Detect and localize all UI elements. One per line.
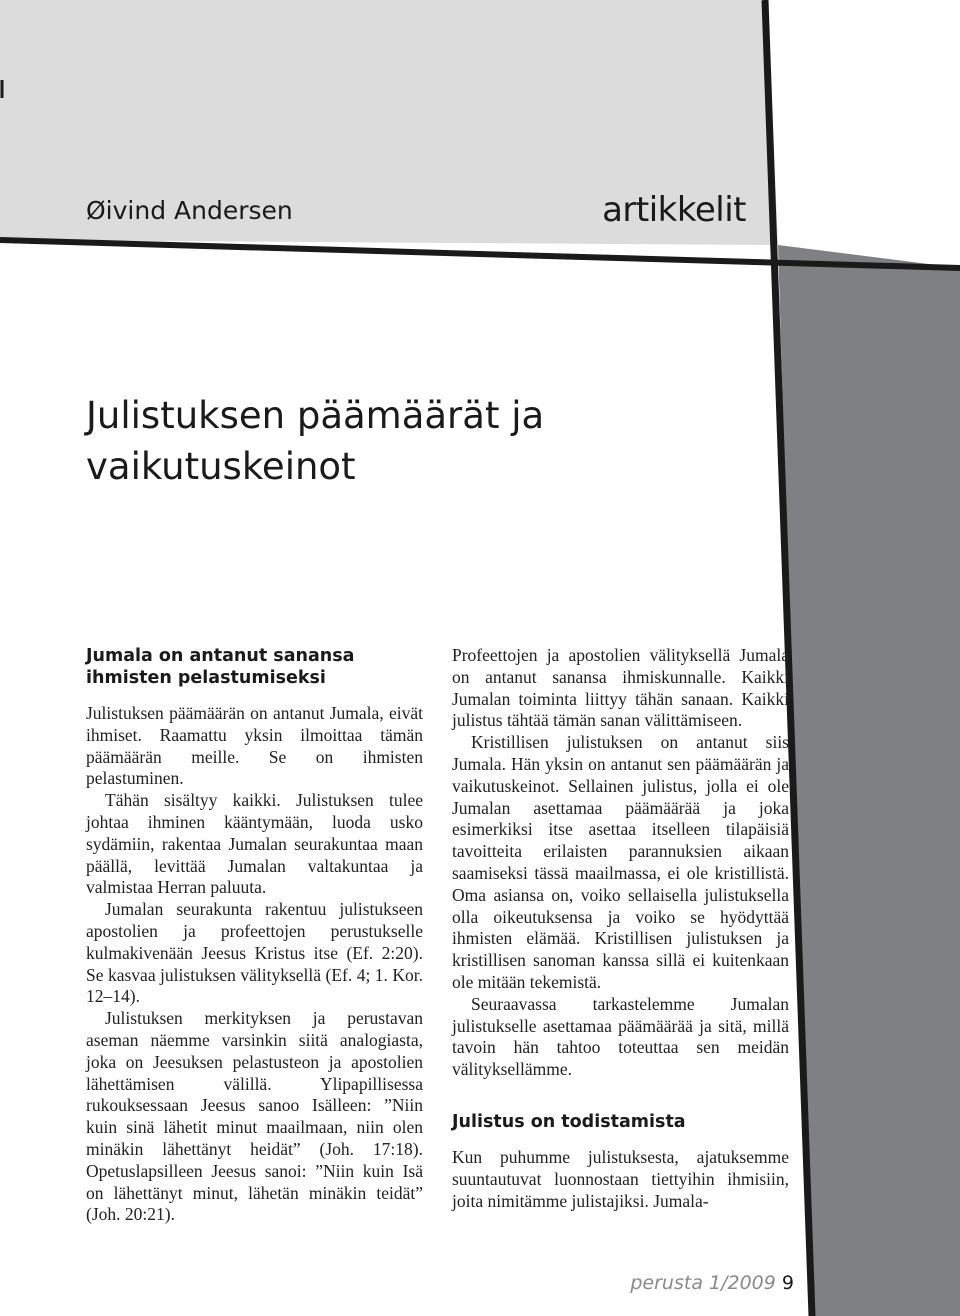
paragraph: Julistuksen merkityksen ja perustavan aseman näemme varsinkin siitä analogiasta, joka on Jeesuksen pelastusteon ja apostolien lähettämisen välillä. Ylipapillisessa rukouksessaan Jeesus sanoo Isälleen: ”Niin kuin sinä lähetit minut maailmaan, niin olen minäkin lähettänyt heidät” (Joh. 17:18). Opetuslapsilleen Jeesus sanoi: ”Niin kuin Isä on lähettänyt minut, lähetän minäkin teidät” (Joh. 20:21). [86,1008,423,1225]
title-line-2: vaikutuskeinot [86,445,356,488]
paragraph: Seuraavassa tarkastelemme Jumalan julistukselle asettamaa päämäärää ja sitä, millä tavoin hän tahtoo toteuttaa sen meidän välityksellämme. [452,993,789,1080]
article-title [86,390,686,492]
heading-line-1: Jumala on antanut sanansa [86,646,355,666]
author-name: Øivind Andersen [86,196,293,225]
paragraph: Julistuksen päämäärän on antanut Jumala, eivät ihmiset. Raamattu yksin ilmoittaa tämän päämäärän meille. Se on ihmisten pelastuminen. [86,703,423,789]
page-number: 9 [781,1272,794,1294]
heading-line-2: ihmisten pelastumiseksi [86,668,326,688]
title-line-1: Julistuksen päämäärät ja [86,394,545,437]
page-footer [630,1272,794,1294]
left-column-heading [86,645,423,689]
magazine-name: perusta 1/2009 [630,1272,776,1294]
paragraph: Kun puhumme julistuksesta, ajatuksemme suuntautuvat luonnostaan tiettyihin ihmisiin, joita nimitämme julistajiksi. Jumala- [452,1146,789,1211]
section-label: artikkelit [602,190,746,230]
paragraph: Tähän sisältyy kaikki. Julistuksen tulee johtaa ihminen kääntymään, luoda usko sydämiin, rakentaa Jumalan seurakuntaa maan päällä, levittää Jumalan valtakuntaa ja valmistaa Herran paluuta. [86,790,423,898]
article-header [86,190,746,240]
right-column [452,645,789,1212]
right-column-heading: Julistus on todistamista [452,1111,686,1132]
paragraph: Kristillisen julistuksen on antanut siis Jumala. Hän yksin on antanut sen päämäärän ja vaikutuskeinot. Sellainen julistus, jolla ei ole Jumalan asettamaa päämäärää ja joka esimerkiksi itse asettaa itselleen tilapäisiä tavoitteita erilaisten parannuksien aikaan saamiseksi tässä maailmassa, ei ole kristillistä. Oma asiansa on, voiko sellaisella julistuksella olla oikeutuksensa ja voiko se hyödyttää ihmisten elämää. Kristillisen julistuksen ja kristillisen sanoman kanssa sillä ei kuitenkaan ole mitään tekemistä. [452,732,789,992]
paragraph: Jumalan seurakunta rakentuu julistukseen apostolien ja profeettojen perustukselle kulmakivenään Jeesus Kristus itse (Ef. 2:20). Se kasvaa julistuksen välityksellä (Ef. 4; 1. Kor. 12–14). [86,899,423,1007]
left-column [86,645,423,1226]
paragraph: Profeettojen ja apostolien välityksellä Jumala on antanut sanansa ihmiskunnalle. Kaikki Jumalan toiminta liittyy tähän sanaan. Kaikki julistus tähtää tämän sanan välittämiseen. [452,645,789,731]
